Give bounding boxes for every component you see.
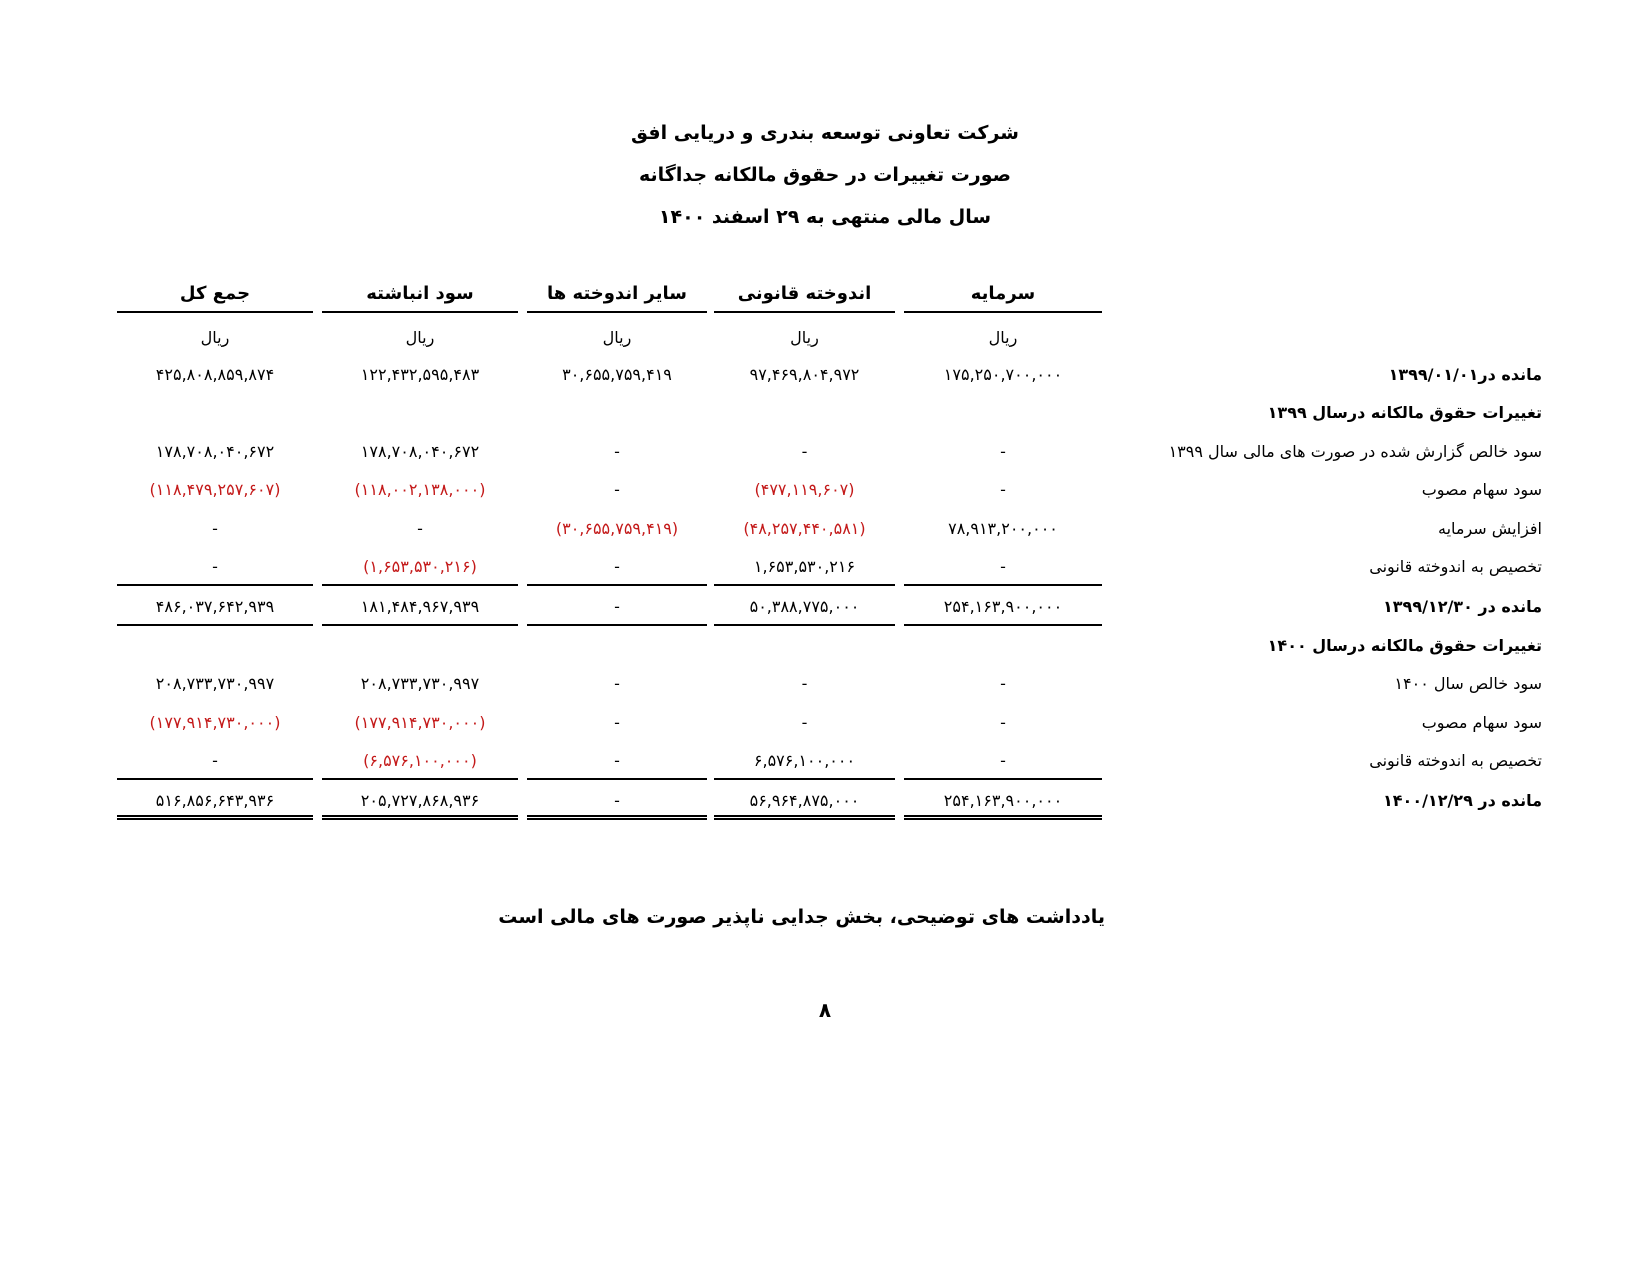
cell-other: -	[614, 713, 620, 732]
table-row	[0, 742, 1650, 780]
cell-legal: -	[801, 713, 808, 732]
page-number: ۸	[818, 998, 832, 1022]
cell-total: -	[212, 519, 218, 538]
cell-legal: ۱,۶۵۳,۵۳۰,۲۱۶	[714, 548, 895, 586]
cell-capital: -	[1000, 442, 1006, 461]
cell-capital: -	[1000, 674, 1006, 693]
table-row-section	[0, 394, 1650, 432]
row-label: سود سهام مصوب	[1421, 713, 1542, 732]
statement-title: صورت تغییرات در حقوق مالکانه جداگانه	[638, 164, 1012, 186]
cell-other: -	[527, 588, 707, 626]
section-label: تغییرات حقوق مالکانه درسال ۱۳۹۹	[1267, 403, 1542, 422]
cell-legal: (۴۷۷,۱۱۹,۶۰۷)	[754, 480, 855, 499]
cell-accum: ۱۲۲,۴۳۲,۵۹۵,۴۸۳	[360, 365, 480, 384]
cell-legal: (۴۸,۲۵۷,۴۴۰,۵۸۱)	[743, 519, 866, 538]
cell-legal: ۵۰,۳۸۸,۷۷۵,۰۰۰	[714, 588, 895, 626]
cell-accum: (۱۷۷,۹۱۴,۷۳۰,۰۰۰)	[354, 713, 486, 732]
unit-capital: ریال	[988, 328, 1018, 347]
cell-total: (۱۱۸,۴۷۹,۲۵۷,۶۰۷)	[149, 480, 281, 499]
table-row	[0, 704, 1650, 742]
cell-total: ۴۸۶,۰۳۷,۶۴۲,۹۳۹	[117, 588, 313, 626]
cell-total: -	[117, 548, 313, 586]
unit-legal: ریال	[790, 328, 819, 347]
cell-accum: ۲۰۵,۷۲۷,۸۶۸,۹۳۶	[322, 782, 518, 820]
cell-capital: -	[904, 742, 1102, 780]
cell-accum: -	[417, 519, 423, 538]
header-total: جمع کل	[117, 275, 313, 313]
table-row	[0, 548, 1650, 586]
cell-other: -	[614, 480, 620, 499]
cell-total: ۴۲۵,۸۰۸,۸۵۹,۸۷۴	[155, 365, 275, 384]
cell-capital: ۲۵۴,۱۶۳,۹۰۰,۰۰۰	[904, 782, 1102, 820]
unit-row	[0, 319, 1650, 357]
table-row-balance	[0, 588, 1650, 626]
statement-titles	[0, 112, 1650, 238]
cell-other: -	[527, 548, 707, 586]
cell-legal: -	[801, 442, 808, 461]
cell-accum: (۶,۵۷۶,۱۰۰,۰۰۰)	[322, 742, 518, 780]
cell-other: (۳۰,۶۵۵,۷۵۹,۴۱۹)	[555, 519, 679, 538]
header-other-reserves: سایر اندوخته ها	[527, 275, 707, 313]
header-accumulated-profit: سود انباشته	[322, 275, 518, 313]
cell-total: ۵۱۶,۸۵۶,۶۴۳,۹۳۶	[117, 782, 313, 820]
cell-total: (۱۷۷,۹۱۴,۷۳۰,۰۰۰)	[149, 713, 281, 732]
company-name: شرکت تعاونی توسعه بندری و دریایی افق	[631, 122, 1019, 144]
cell-accum: (۱۱۸,۰۰۲,۱۳۸,۰۰۰)	[354, 480, 486, 499]
section-label: تغییرات حقوق مالکانه درسال ۱۴۰۰	[1267, 636, 1542, 655]
table-row	[0, 356, 1650, 394]
row-label: سود سهام مصوب	[1421, 480, 1542, 499]
cell-accum: (۱,۶۵۳,۵۳۰,۲۱۶)	[322, 548, 518, 586]
table-row	[0, 510, 1650, 548]
row-label: مانده در ۱۴۰۰/۱۲/۲۹	[1383, 791, 1542, 810]
cell-accum: ۲۰۸,۷۳۳,۷۳۰,۹۹۷	[360, 674, 480, 693]
cell-total: ۲۰۸,۷۳۳,۷۳۰,۹۹۷	[155, 674, 275, 693]
period-title: سال مالی منتهی به ۲۹ اسفند ۱۴۰۰	[658, 206, 992, 228]
cell-capital: ۲۵۴,۱۶۳,۹۰۰,۰۰۰	[904, 588, 1102, 626]
cell-accum: ۱۷۸,۷۰۸,۰۴۰,۶۷۲	[360, 442, 480, 461]
table-row-balance	[0, 782, 1650, 820]
table-row-section	[0, 627, 1650, 665]
row-label: تخصیص به اندوخته قانونی	[1369, 751, 1542, 770]
cell-other: -	[614, 442, 620, 461]
cell-total: ۱۷۸,۷۰۸,۰۴۰,۶۷۲	[155, 442, 275, 461]
cell-capital: -	[1000, 480, 1006, 499]
cell-other: -	[527, 782, 707, 820]
unit-other: ریال	[602, 328, 632, 347]
row-label: سود خالص سال ۱۴۰۰	[1394, 674, 1542, 693]
cell-legal: ۶,۵۷۶,۱۰۰,۰۰۰	[714, 742, 895, 780]
cell-capital: ۷۸,۹۱۳,۲۰۰,۰۰۰	[948, 519, 1058, 538]
cell-legal: -	[801, 674, 808, 693]
table-header	[0, 275, 1650, 313]
cell-other: -	[527, 742, 707, 780]
unit-total: ریال	[200, 328, 230, 347]
row-label: سود خالص گزارش شده در صورت های مالی سال ۱۳۹۹	[1168, 442, 1542, 461]
unit-accumulated: ریال	[405, 328, 435, 347]
cell-other: -	[614, 674, 620, 693]
table-row	[0, 665, 1650, 703]
row-label: تخصیص به اندوخته قانونی	[1369, 557, 1542, 576]
cell-legal: ۵۶,۹۶۴,۸۷۵,۰۰۰	[714, 782, 895, 820]
row-label: مانده در ۱۳۹۹/۱۲/۳۰	[1383, 597, 1542, 616]
cell-capital: ۱۷۵,۲۵۰,۷۰۰,۰۰۰	[943, 365, 1063, 384]
header-capital: سرمایه	[904, 275, 1102, 313]
cell-accum: ۱۸۱,۴۸۴,۹۶۷,۹۳۹	[322, 588, 518, 626]
cell-legal: ۹۷,۴۶۹,۸۰۴,۹۷۲	[749, 365, 860, 384]
header-legal-reserve: اندوخته قانونی	[714, 275, 895, 313]
cell-capital: -	[904, 548, 1102, 586]
cell-total: -	[117, 742, 313, 780]
row-label: مانده در۱۳۹۹/۰۱/۰۱	[1388, 365, 1542, 384]
table-row	[0, 433, 1650, 471]
table-row	[0, 471, 1650, 509]
row-label: افزایش سرمایه	[1437, 519, 1542, 538]
footnote: یادداشت های توضیحی، بخش جدایی ناپذیر صورت های مالی است	[498, 906, 1105, 928]
cell-other: ۳۰,۶۵۵,۷۵۹,۴۱۹	[562, 365, 672, 384]
cell-capital: -	[1000, 713, 1006, 732]
